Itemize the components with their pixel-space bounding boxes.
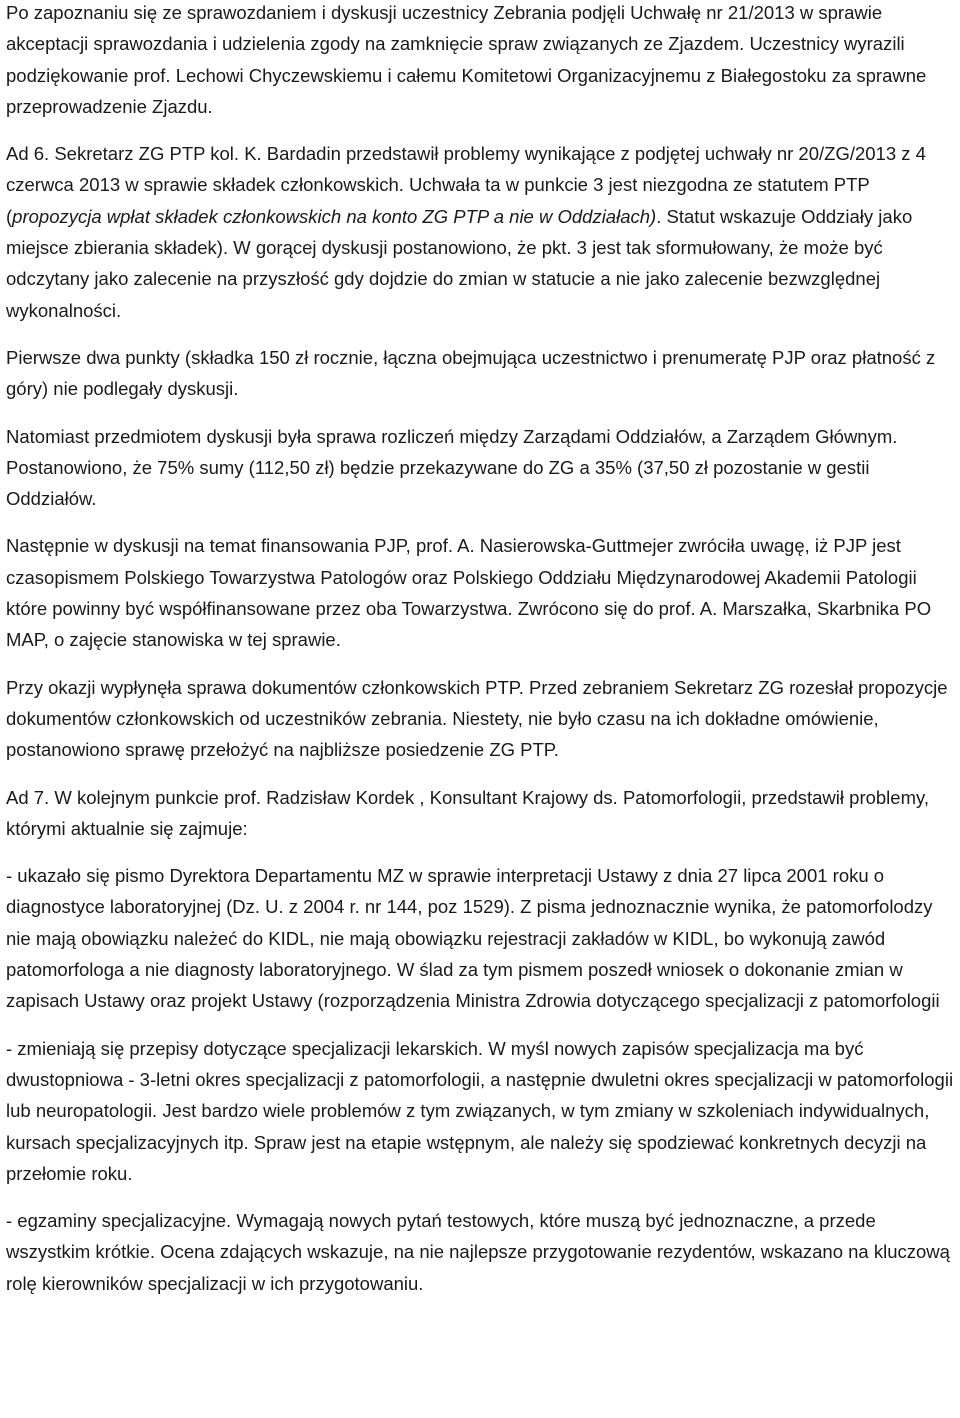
- ad6-text-italic: propozycja wpłat składek członkowskich na konto ZG PTP a nie w Oddziałach): [12, 205, 657, 227]
- paragraph-ad6-membership-fees: [6, 138, 954, 326]
- ad6-text-start: Ad 6. Sekretarz ZG PTP kol. K. Bardadin przedstawił problemy wynikające z podjętej uchwały nr 20/ZG/2013 z 4 czerwca 2013 w sprawie składek członkowskich. Uchwała ta w punkcie 3 jest niezgodna ze statutem PTP (: [6, 143, 926, 227]
- paragraph-first-two-points: Pierwsze dwa punkty (składka 150 zł rocznie, łączna obejmująca uczestnictwo i prenumeratę PJP oraz płatność z góry) nie podlegały dyskusji.: [6, 346, 936, 400]
- ad6-text-end: . Statut wskazuje Oddziały jako miejsce zbierania składek). W gorącej dyskusji postanowiono, że pkt. 3 jest tak sformułowany, że może być odczytany jako zalecenie na przyszłość gdy dojdzie do zmian w statucie a nie jako zalecenie bezwzględnej wykonalności.: [6, 205, 913, 321]
- paragraph-resolution-21: Po zapoznaniu się ze sprawozdaniem i dyskusji uczestnicy Zebrania podjęli Uchwałę nr 21/2013 w sprawie akceptacji sprawozdania i udzielenia zgody na zamknięcie spraw związanych ze Zjazdem. Uczestnicy wyrazili podziękowanie prof. Lechowi Chyczewskiemu i całemu Komitetowi Organizacyjnemu z Białegostoku za sprawne przeprowadzenie Zjazdu.: [6, 2, 927, 117]
- paragraph-membership-documents: Przy okazji wypłynęła sprawa dokumentów członkowskich PTP. Przed zebraniem Sekretarz ZG rozesłał propozycje dokumentów członkowskich od uczestników zebrania. Niestety, nie było czasu na ich dokładne omówienie, postanowiono sprawę przełożyć na najbliższe posiedzenie ZG PTP.: [6, 676, 948, 761]
- paragraph-mz-letter: - ukazało się pismo Dyrektora Departamentu MZ w sprawie interpretacji Ustawy z dnia 27 lipca 2001 roku o diagnostyce laboratoryjnej (Dz. U. z 2004 r. nr 144, poz 1529). Z pisma jednoznacznie wynika, że patomorfolodzy nie mają obowiązku należeć do KIDL, nie mają obowiązku rejestracji zakładów w KIDL, bo wykonują zawód patomorfologa a nie diagnosty laboratoryjnego. W ślad za tym pismem poszedł wniosek o dokonanie zmian w zapisach Ustawy oraz projekt Ustawy (rozporządzenia Ministra Zdrowia dotyczącego specjalizacji z patomorfologii: [6, 865, 940, 1012]
- paragraph-settlements: Natomiast przedmiotem dyskusji była sprawa rozliczeń między Zarządami Oddziałów, a Zarządem Głównym. Postanowiono, że 75% sumy (112,50 zł) będzie przekazywane do ZG a 35% (37,50 zł pozostanie w gestii Oddziałów.: [6, 425, 898, 510]
- paragraph-pjp-financing: Następnie w dyskusji na temat finansowania PJP, prof. A. Nasierowska-Guttmejer zwróciła uwagę, iż PJP jest czasopismem Polskiego Towarzystwa Patologów oraz Polskiego Oddziału Międzynarodowej Akademii Patologii które powinny być współfinansowane przez oba Towarzystwa. Zwrócono się do prof. A. Marszałka, Skarbnika PO MAP, o zajęcie stanowiska w tej sprawie.: [6, 535, 932, 651]
- paragraph-specialization-exams: - egzaminy specjalizacyjne. Wymagają nowych pytań testowych, które muszą być jednoznaczne, a przede wszystkim krótkie. Ocena zdających wskazuje, na nie najlepsze przygotowanie rezydentów, wskazano na kluczową rolę kierowników specjalizacji w ich przygotowaniu.: [6, 1210, 950, 1294]
- paragraph-specialization-rules: - zmieniają się przepisy dotyczące specjalizacji lekarskich. W myśl nowych zapisów specjalizacja ma być dwustopniowa - 3-letni okres specjalizacji z patomorfologii, a następnie dwuletni okres specjalizacji w patomorfologii lub neuropatologii. Jest bardzo wiele problemów z tym związanych, w tym zmiany w szkoleniach indywidualnych, kursach specjalizacyjnych itp. Spraw jest na etapie wstępnym, ale należy się spodziewać konkretnych decyzji na przełomie roku.: [6, 1037, 954, 1184]
- paragraph-ad7-consultant: Ad 7. W kolejnym punkcie prof. Radzisław Kordek , Konsultant Krajowy ds. Patomorfologii, przedstawił problemy, którymi aktualnie się zajmuje:: [6, 786, 930, 839]
